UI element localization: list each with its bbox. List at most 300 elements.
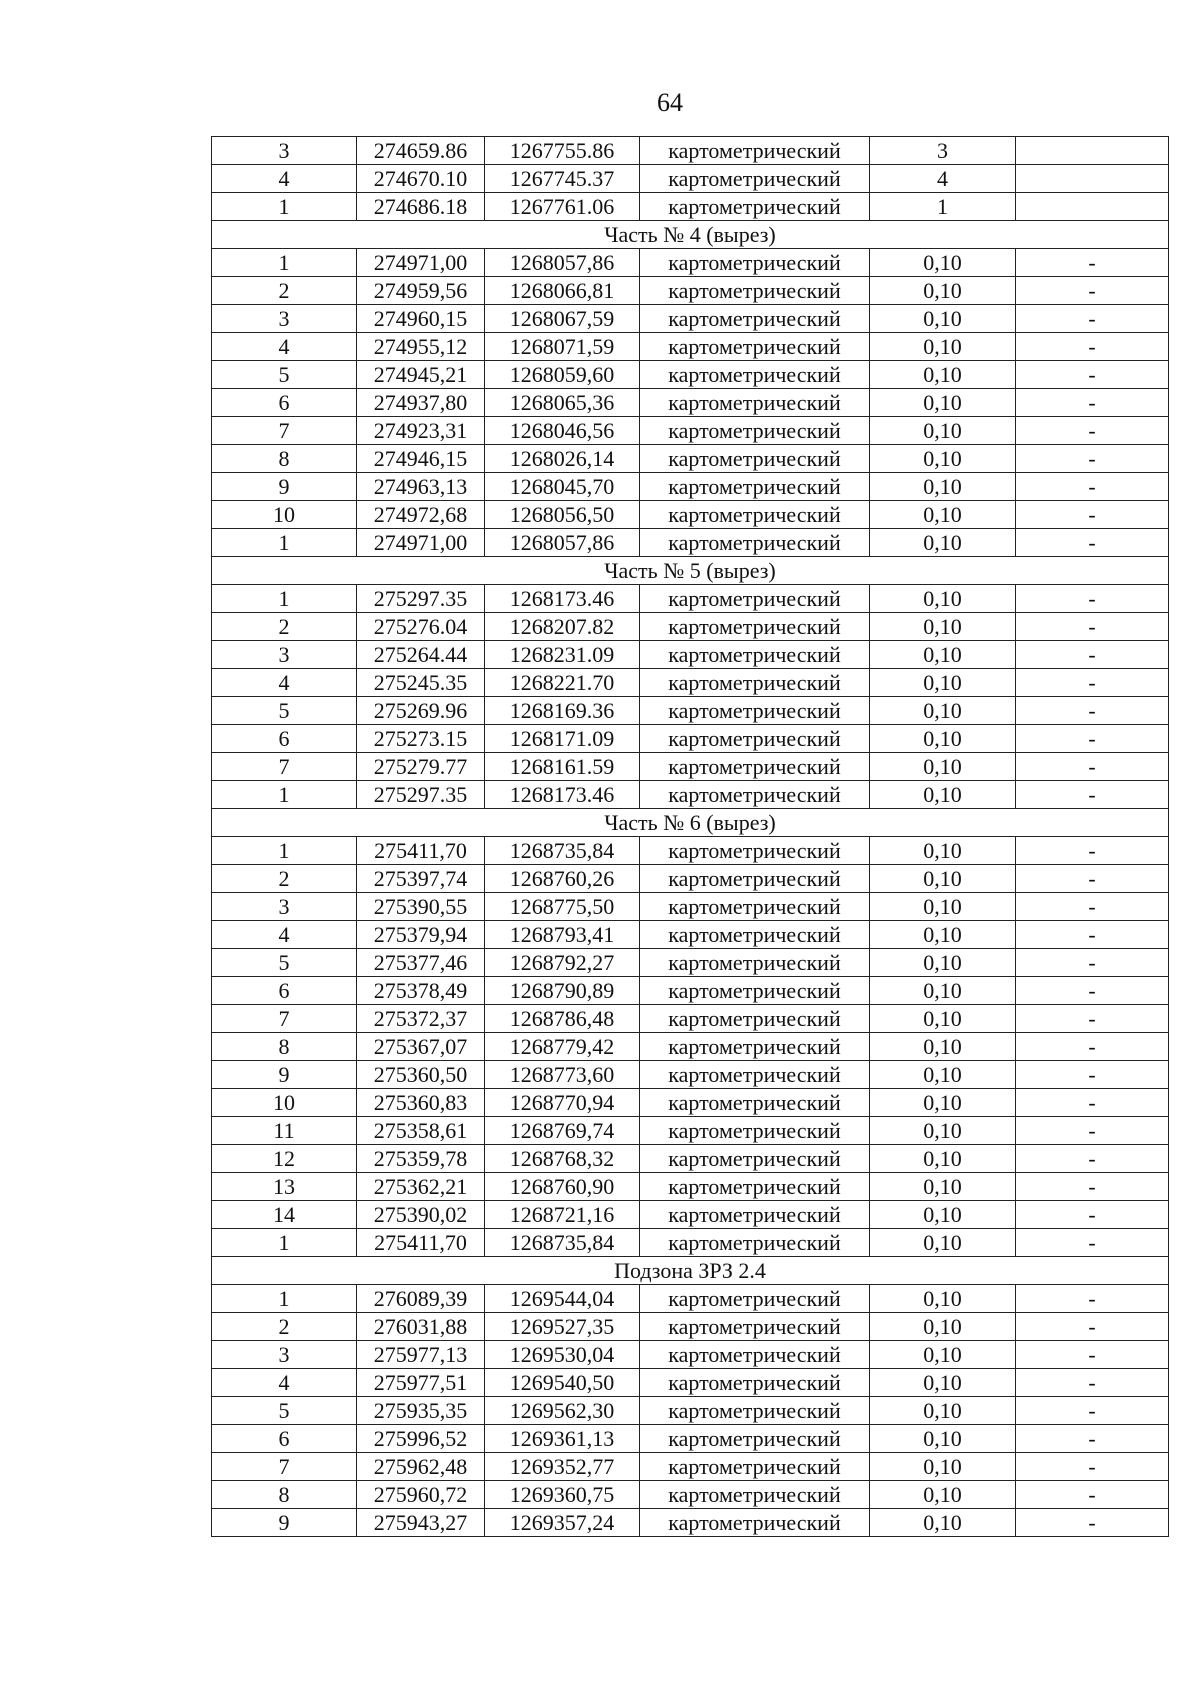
description-cell: - [1016,893,1169,921]
accuracy-cell: 0,10 [870,1145,1016,1173]
x-coordinate-cell: 274937,80 [357,389,485,417]
x-coordinate-cell: 275390,02 [357,1201,485,1229]
accuracy-cell: 0,10 [870,1201,1016,1229]
y-coordinate-cell: 1268721,16 [485,1201,640,1229]
x-coordinate-cell: 275390,55 [357,893,485,921]
y-coordinate-cell: 1269360,75 [485,1481,640,1509]
point-number-cell: 1 [212,837,357,865]
description-cell: - [1016,1313,1169,1341]
method-cell: картометрический [640,781,870,809]
table-row [212,1425,1169,1453]
table-row [212,977,1169,1005]
table-row [212,361,1169,389]
point-number-cell: 1 [212,529,357,557]
x-coordinate-cell: 274971,00 [357,529,485,557]
y-coordinate-cell: 1268171.09 [485,725,640,753]
method-cell: картометрический [640,725,870,753]
table-row [212,865,1169,893]
x-coordinate-cell: 275297.35 [357,585,485,613]
description-cell: - [1016,333,1169,361]
y-coordinate-cell: 1268793,41 [485,921,640,949]
accuracy-cell: 0,10 [870,697,1016,725]
y-coordinate-cell: 1268173.46 [485,781,640,809]
x-coordinate-cell: 275996,52 [357,1425,485,1453]
x-coordinate-cell: 274960,15 [357,305,485,333]
x-coordinate-cell: 275297.35 [357,781,485,809]
table-row [212,137,1169,165]
point-number-cell: 6 [212,977,357,1005]
accuracy-cell: 0,10 [870,1061,1016,1089]
table-row [212,193,1169,221]
point-number-cell: 3 [212,305,357,333]
y-coordinate-cell: 1268792,27 [485,949,640,977]
y-coordinate-cell: 1268067,59 [485,305,640,333]
section-header-row [212,809,1169,837]
accuracy-cell: 0,10 [870,1313,1016,1341]
accuracy-cell: 0,10 [870,977,1016,1005]
accuracy-cell: 0,10 [870,1285,1016,1313]
table-row [212,1201,1169,1229]
method-cell: картометрический [640,1089,870,1117]
accuracy-cell: 0,10 [870,529,1016,557]
y-coordinate-cell: 1268773,60 [485,1061,640,1089]
table-row [212,1453,1169,1481]
accuracy-cell: 0,10 [870,585,1016,613]
point-number-cell: 13 [212,1173,357,1201]
table-row [212,1005,1169,1033]
y-coordinate-cell: 1268046,56 [485,417,640,445]
y-coordinate-cell: 1268760,26 [485,865,640,893]
method-cell: картометрический [640,613,870,641]
point-number-cell: 7 [212,1453,357,1481]
x-coordinate-cell: 275360,83 [357,1089,485,1117]
point-number-cell: 9 [212,1061,357,1089]
accuracy-cell: 0,10 [870,921,1016,949]
method-cell: картометрический [640,1173,870,1201]
table-row [212,949,1169,977]
method-cell: картометрический [640,305,870,333]
x-coordinate-cell: 275362,21 [357,1173,485,1201]
method-cell: картометрический [640,1341,870,1369]
x-coordinate-cell: 275943,27 [357,1509,485,1537]
point-number-cell: 7 [212,1005,357,1033]
method-cell: картометрический [640,277,870,305]
accuracy-cell: 0,10 [870,249,1016,277]
accuracy-cell: 4 [870,165,1016,193]
accuracy-cell: 0,10 [870,613,1016,641]
x-coordinate-cell: 274670.10 [357,165,485,193]
description-cell: - [1016,473,1169,501]
x-coordinate-cell: 275397,74 [357,865,485,893]
description-cell: - [1016,389,1169,417]
point-number-cell: 4 [212,1369,357,1397]
x-coordinate-cell: 276089,39 [357,1285,485,1313]
description-cell: - [1016,1145,1169,1173]
method-cell: картометрический [640,1145,870,1173]
accuracy-cell: 0,10 [870,1425,1016,1453]
y-coordinate-cell: 1269527,35 [485,1313,640,1341]
accuracy-cell: 0,10 [870,893,1016,921]
method-cell: картометрический [640,753,870,781]
y-coordinate-cell: 1268786,48 [485,1005,640,1033]
table-row [212,1397,1169,1425]
method-cell: картометрический [640,333,870,361]
description-cell [1016,193,1169,221]
method-cell: картометрический [640,837,870,865]
accuracy-cell: 0,10 [870,781,1016,809]
accuracy-cell: 0,10 [870,1509,1016,1537]
table-row [212,613,1169,641]
accuracy-cell: 0,10 [870,865,1016,893]
table-row [212,1285,1169,1313]
description-cell: - [1016,1173,1169,1201]
accuracy-cell: 0,10 [870,837,1016,865]
method-cell: картометрический [640,1397,870,1425]
point-number-cell: 1 [212,1285,357,1313]
x-coordinate-cell: 275977,51 [357,1369,485,1397]
y-coordinate-cell: 1267761.06 [485,193,640,221]
section-title: Часть № 6 (вырез) [212,809,1169,837]
accuracy-cell: 0,10 [870,949,1016,977]
x-coordinate-cell: 275411,70 [357,1229,485,1257]
x-coordinate-cell: 275935,35 [357,1397,485,1425]
description-cell: - [1016,1369,1169,1397]
x-coordinate-cell: 274946,15 [357,445,485,473]
table-row [212,1341,1169,1369]
method-cell: картометрический [640,1005,870,1033]
x-coordinate-cell: 274945,21 [357,361,485,389]
accuracy-cell: 0,10 [870,361,1016,389]
y-coordinate-cell: 1268768,32 [485,1145,640,1173]
accuracy-cell: 0,10 [870,333,1016,361]
x-coordinate-cell: 275367,07 [357,1033,485,1061]
y-coordinate-cell: 1268071,59 [485,333,640,361]
accuracy-cell: 0,10 [870,725,1016,753]
description-cell: - [1016,585,1169,613]
table-row [212,1313,1169,1341]
x-coordinate-cell: 274963,13 [357,473,485,501]
method-cell: картометрический [640,389,870,417]
accuracy-cell: 3 [870,137,1016,165]
description-cell: - [1016,921,1169,949]
description-cell: - [1016,837,1169,865]
y-coordinate-cell: 1268775,50 [485,893,640,921]
y-coordinate-cell: 1268769,74 [485,1117,640,1145]
x-coordinate-cell: 276031,88 [357,1313,485,1341]
accuracy-cell: 0,10 [870,641,1016,669]
table-row [212,669,1169,697]
method-cell: картометрический [640,417,870,445]
section-header-row [212,1257,1169,1285]
table-row [212,1061,1169,1089]
x-coordinate-cell: 275245.35 [357,669,485,697]
description-cell: - [1016,1117,1169,1145]
x-coordinate-cell: 274923,31 [357,417,485,445]
y-coordinate-cell: 1268207.82 [485,613,640,641]
y-coordinate-cell: 1268026,14 [485,445,640,473]
y-coordinate-cell: 1268790,89 [485,977,640,1005]
description-cell: - [1016,1453,1169,1481]
y-coordinate-cell: 1267755.86 [485,137,640,165]
description-cell: - [1016,1089,1169,1117]
point-number-cell: 6 [212,389,357,417]
table-row [212,1509,1169,1537]
method-cell: картометрический [640,1369,870,1397]
description-cell [1016,137,1169,165]
method-cell: картометрический [640,1285,870,1313]
accuracy-cell: 0,10 [870,445,1016,473]
description-cell: - [1016,1285,1169,1313]
accuracy-cell: 0,10 [870,1089,1016,1117]
section-header-row [212,557,1169,585]
y-coordinate-cell: 1268057,86 [485,249,640,277]
point-number-cell: 3 [212,641,357,669]
table-row [212,921,1169,949]
section-header-row [212,221,1169,249]
table-row [212,585,1169,613]
y-coordinate-cell: 1268169.36 [485,697,640,725]
y-coordinate-cell: 1268045,70 [485,473,640,501]
table-row [212,473,1169,501]
description-cell: - [1016,1509,1169,1537]
point-number-cell: 4 [212,165,357,193]
description-cell: - [1016,781,1169,809]
x-coordinate-cell: 275378,49 [357,977,485,1005]
method-cell: картометрический [640,1453,870,1481]
method-cell: картометрический [640,977,870,1005]
point-number-cell: 9 [212,1509,357,1537]
point-number-cell: 2 [212,1313,357,1341]
accuracy-cell: 0,10 [870,1229,1016,1257]
accuracy-cell: 0,10 [870,1005,1016,1033]
point-number-cell: 4 [212,669,357,697]
method-cell: картометрический [640,1313,870,1341]
x-coordinate-cell: 274659.86 [357,137,485,165]
method-cell: картометрический [640,445,870,473]
y-coordinate-cell: 1268161.59 [485,753,640,781]
section-title: Подзона ЗРЗ 2.4 [212,1257,1169,1285]
method-cell: картометрический [640,949,870,977]
accuracy-cell: 0,10 [870,417,1016,445]
x-coordinate-cell: 275379,94 [357,921,485,949]
method-cell: картометрический [640,865,870,893]
point-number-cell: 2 [212,277,357,305]
point-number-cell: 1 [212,193,357,221]
x-coordinate-cell: 275359,78 [357,1145,485,1173]
accuracy-cell: 0,10 [870,305,1016,333]
point-number-cell: 9 [212,473,357,501]
section-title: Часть № 4 (вырез) [212,221,1169,249]
y-coordinate-cell: 1268221.70 [485,669,640,697]
description-cell: - [1016,1201,1169,1229]
description-cell: - [1016,361,1169,389]
description-cell: - [1016,249,1169,277]
description-cell: - [1016,1341,1169,1369]
accuracy-cell: 0,10 [870,473,1016,501]
table-row [212,333,1169,361]
y-coordinate-cell: 1268779,42 [485,1033,640,1061]
table-row [212,249,1169,277]
point-number-cell: 3 [212,893,357,921]
method-cell: картометрический [640,249,870,277]
x-coordinate-cell: 274972,68 [357,501,485,529]
accuracy-cell: 0,10 [870,501,1016,529]
y-coordinate-cell: 1268735,84 [485,837,640,865]
x-coordinate-cell: 275279.77 [357,753,485,781]
x-coordinate-cell: 275411,70 [357,837,485,865]
y-coordinate-cell: 1269357,24 [485,1509,640,1537]
accuracy-cell: 0,10 [870,1173,1016,1201]
description-cell: - [1016,1033,1169,1061]
y-coordinate-cell: 1269544,04 [485,1285,640,1313]
method-cell: картометрический [640,1229,870,1257]
point-number-cell: 5 [212,1397,357,1425]
description-cell: - [1016,865,1169,893]
accuracy-cell: 0,10 [870,753,1016,781]
method-cell: картометрический [640,1509,870,1537]
x-coordinate-cell: 275276.04 [357,613,485,641]
description-cell: - [1016,697,1169,725]
table-row [212,389,1169,417]
y-coordinate-cell: 1268057,86 [485,529,640,557]
method-cell: картометрический [640,137,870,165]
page-number: 64 [657,88,683,117]
y-coordinate-cell: 1268065,36 [485,389,640,417]
method-cell: картометрический [640,1033,870,1061]
table-row [212,1117,1169,1145]
point-number-cell: 10 [212,501,357,529]
point-number-cell: 4 [212,921,357,949]
description-cell: - [1016,1397,1169,1425]
point-number-cell: 5 [212,361,357,389]
table-row [212,417,1169,445]
description-cell: - [1016,1005,1169,1033]
point-number-cell: 2 [212,613,357,641]
y-coordinate-cell: 1269540,50 [485,1369,640,1397]
point-number-cell: 12 [212,1145,357,1173]
method-cell: картометрический [640,1117,870,1145]
accuracy-cell: 0,10 [870,1453,1016,1481]
accuracy-cell: 1 [870,193,1016,221]
method-cell: картометрический [640,165,870,193]
x-coordinate-cell: 275962,48 [357,1453,485,1481]
method-cell: картометрический [640,1481,870,1509]
method-cell: картометрический [640,501,870,529]
point-number-cell: 5 [212,697,357,725]
table-row [212,1369,1169,1397]
x-coordinate-cell: 275377,46 [357,949,485,977]
x-coordinate-cell: 274955,12 [357,333,485,361]
point-number-cell: 14 [212,1201,357,1229]
accuracy-cell: 0,10 [870,669,1016,697]
description-cell: - [1016,529,1169,557]
y-coordinate-cell: 1267745.37 [485,165,640,193]
description-cell: - [1016,977,1169,1005]
description-cell: - [1016,501,1169,529]
method-cell: картометрический [640,361,870,389]
method-cell: картометрический [640,893,870,921]
point-number-cell: 6 [212,725,357,753]
point-number-cell: 10 [212,1089,357,1117]
coordinates-table [211,136,1169,1537]
point-number-cell: 3 [212,137,357,165]
method-cell: картометрический [640,1061,870,1089]
point-number-cell: 3 [212,1341,357,1369]
accuracy-cell: 0,10 [870,1369,1016,1397]
method-cell: картометрический [640,473,870,501]
x-coordinate-cell: 275960,72 [357,1481,485,1509]
x-coordinate-cell: 275358,61 [357,1117,485,1145]
x-coordinate-cell: 275269.96 [357,697,485,725]
accuracy-cell: 0,10 [870,1033,1016,1061]
accuracy-cell: 0,10 [870,1117,1016,1145]
point-number-cell: 6 [212,1425,357,1453]
y-coordinate-cell: 1268066,81 [485,277,640,305]
table-row [212,529,1169,557]
x-coordinate-cell: 274971,00 [357,249,485,277]
method-cell: картометрический [640,529,870,557]
table-row [212,1229,1169,1257]
y-coordinate-cell: 1268770,94 [485,1089,640,1117]
y-coordinate-cell: 1269530,04 [485,1341,640,1369]
table-row [212,641,1169,669]
description-cell: - [1016,949,1169,977]
point-number-cell: 11 [212,1117,357,1145]
table-row [212,893,1169,921]
point-number-cell: 2 [212,865,357,893]
method-cell: картометрический [640,921,870,949]
y-coordinate-cell: 1269562,30 [485,1397,640,1425]
description-cell [1016,165,1169,193]
x-coordinate-cell: 275273.15 [357,725,485,753]
y-coordinate-cell: 1269361,13 [485,1425,640,1453]
table-row [212,277,1169,305]
table-row [212,1173,1169,1201]
table-row [212,1033,1169,1061]
description-cell: - [1016,725,1169,753]
method-cell: картометрический [640,193,870,221]
table-row [212,697,1169,725]
y-coordinate-cell: 1268735,84 [485,1229,640,1257]
point-number-cell: 7 [212,417,357,445]
table-row [212,305,1169,333]
coordinates-table-body [212,137,1169,1537]
x-coordinate-cell: 275977,13 [357,1341,485,1369]
point-number-cell: 8 [212,1481,357,1509]
table-row [212,1145,1169,1173]
method-cell: картометрический [640,1425,870,1453]
method-cell: картометрический [640,697,870,725]
table-row [212,1481,1169,1509]
method-cell: картометрический [640,669,870,697]
description-cell: - [1016,1425,1169,1453]
method-cell: картометрический [640,641,870,669]
point-number-cell: 1 [212,585,357,613]
x-coordinate-cell: 275372,37 [357,1005,485,1033]
point-number-cell: 1 [212,249,357,277]
point-number-cell: 4 [212,333,357,361]
x-coordinate-cell: 274959,56 [357,277,485,305]
table-row [212,1089,1169,1117]
point-number-cell: 7 [212,753,357,781]
x-coordinate-cell: 275264.44 [357,641,485,669]
accuracy-cell: 0,10 [870,277,1016,305]
y-coordinate-cell: 1268231.09 [485,641,640,669]
point-number-cell: 8 [212,1033,357,1061]
method-cell: картометрический [640,585,870,613]
table-row [212,445,1169,473]
description-cell: - [1016,1229,1169,1257]
